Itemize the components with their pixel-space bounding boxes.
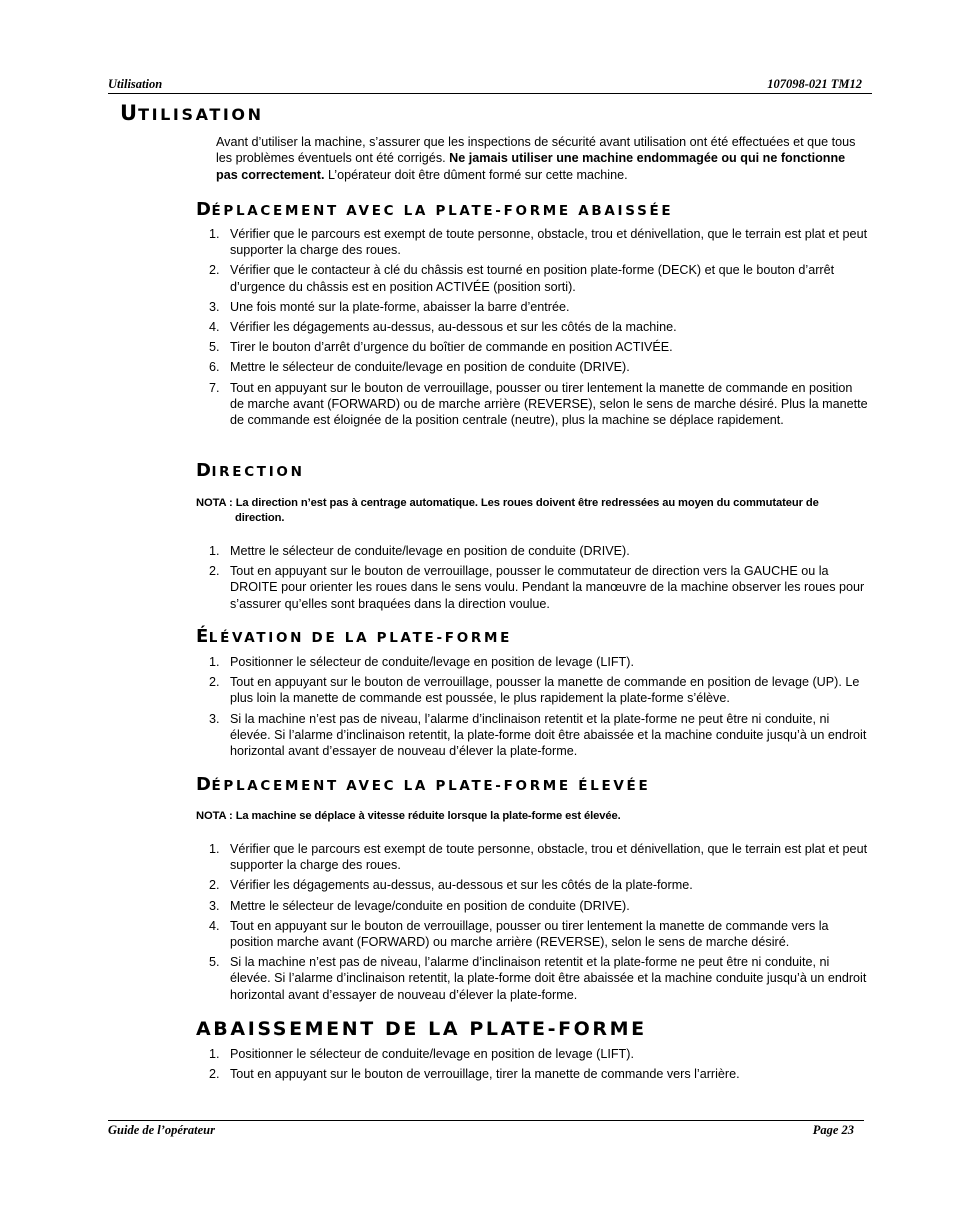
- step-item: [206, 898, 868, 914]
- header-section-name: Utilisation: [108, 77, 163, 91]
- section-heading-initial: D: [196, 460, 212, 481]
- section-heading-initial: É: [196, 626, 209, 647]
- step-text: Tout en appuyant sur le bouton de verrouillage, pousser le commutateur de direction vers la GAUCHE ou la DROITE pour orienter les roues dans le sens voulu. Pendant la manœuvre de la machine observer les roues pour s’assurer qu’elles sont braquées dans la direction voulue.: [230, 564, 865, 611]
- footer-page-number: Page 23: [812, 1123, 854, 1137]
- note-elevated-drive: [196, 809, 868, 824]
- header-document-number: 107098-021 TM12: [767, 77, 862, 91]
- section-heading-lowering: ABAISSEMENT DE LA PLATE-FORME: [196, 1018, 647, 1040]
- step-text: Vérifier que le parcours est exempt de toute personne, obstacle, trou et dénivellation, que le terrain est plat et peut supporter la charge des roues.: [230, 227, 868, 258]
- step-number: 3.: [209, 299, 220, 314]
- step-text: Si la machine n’est pas de niveau, l’alarme d’inclinaison retentit et la plate-forme ne peut être ni conduite, ni élevée. Si l’alarme d’inclinaison retentit, la plate-forme doit être abaissée et la machine conduite jusqu’à un endroit horizontal avant d’essayer de nouveau d’élever la plate-forme.: [230, 955, 867, 1002]
- step-number: 4.: [209, 918, 220, 933]
- step-number: 1.: [209, 227, 220, 241]
- step-number: 5.: [209, 955, 220, 970]
- step-number: 1.: [209, 544, 220, 558]
- step-item: [206, 841, 868, 873]
- step-item: [206, 380, 868, 429]
- page-title: [120, 101, 264, 127]
- step-item: [206, 543, 868, 559]
- step-text: Vérifier les dégagements au-dessus, au-dessous et sur les côtés de la plate-forme.: [230, 878, 693, 893]
- step-number: 1.: [209, 655, 220, 669]
- step-item: [206, 918, 868, 950]
- section-heading-elevated-drive: [196, 774, 650, 797]
- step-number: 3.: [209, 711, 220, 726]
- steps-lowered-drive: [206, 226, 868, 432]
- step-number: 7.: [209, 380, 220, 395]
- step-item: [206, 563, 868, 612]
- step-text: Vérifier les dégagements au-dessus, au-dessous et sur les côtés de la machine.: [230, 320, 677, 335]
- section-heading-steering: [196, 460, 305, 483]
- step-text: Mettre le sélecteur de levage/conduite en position de conduite (DRIVE).: [230, 898, 630, 913]
- step-number: 6.: [209, 360, 220, 375]
- steps-lowering: [206, 1046, 868, 1086]
- step-item: [206, 339, 868, 355]
- steps-lifting: [206, 654, 868, 763]
- section-heading-initial: D: [196, 199, 212, 220]
- note-text-continued: direction.: [235, 512, 285, 524]
- footer-manual-name: Guide de l’opérateur: [108, 1123, 215, 1137]
- step-text: Mettre le sélecteur de conduite/levage en position de conduite (DRIVE).: [230, 360, 630, 375]
- step-number: 2.: [209, 564, 220, 579]
- step-item: [206, 877, 868, 893]
- step-item: [206, 262, 868, 294]
- step-text: Si la machine n’est pas de niveau, l’alarme d’inclinaison retentit et la plate-forme ne peut être ni conduite, ni élevée. Si l’alarme d’inclinaison retentit, la plate-forme doit être abaissée et la machine conduite jusqu’à un endroit horizontal avant d’essayer de nouveau d’élever la plate-forme.: [230, 711, 867, 759]
- section-heading-lifting: [196, 626, 512, 649]
- step-item: [206, 674, 868, 706]
- step-item: [206, 359, 868, 375]
- step-item: [206, 1046, 868, 1062]
- section-heading-rest: ÉPLACEMENT AVEC LA PLATE-FORME ÉLEVÉE: [211, 778, 651, 794]
- step-item: [206, 1066, 868, 1082]
- footer-divider: [108, 1120, 864, 1121]
- step-text: Positionner le sélecteur de conduite/levage en position de levage (LIFT).: [230, 1047, 634, 1061]
- step-number: 2.: [209, 263, 220, 278]
- step-text: Tout en appuyant sur le bouton de verrouillage, pousser ou tirer lentement la manette de commande vers la position marche avant (FORWARD) ou marche arrière (REVERSE), selon le sens de marche désiré.: [230, 918, 829, 950]
- step-item: [206, 299, 868, 315]
- step-number: 1.: [209, 842, 220, 856]
- step-item: [206, 711, 868, 760]
- steps-steering: [206, 543, 868, 616]
- step-item: [206, 319, 868, 335]
- step-item: [206, 226, 868, 258]
- section-heading-rest: ÉPLACEMENT AVEC LA PLATE-FORME ABAISSÉE: [211, 203, 674, 219]
- intro-warning: Ne jamais utiliser une machine endommagée ou qui ne fonctionne pas correctement.: [216, 151, 846, 182]
- section-heading-rest: IRECTION: [211, 464, 305, 480]
- section-heading-initial: D: [196, 774, 212, 795]
- step-item: [206, 954, 868, 1003]
- intro-text-end: L’opérateur doit être dûment formé sur cette machine.: [324, 167, 628, 182]
- note-label: NOTA :: [196, 810, 233, 822]
- note-label: NOTA :: [196, 497, 233, 509]
- page-title-initial: U: [120, 101, 139, 125]
- page-title-rest: TILISATION: [138, 105, 264, 124]
- note-text: La machine se déplace à vitesse réduite lorsque la plate-forme est élevée.: [232, 810, 621, 822]
- step-text: Tout en appuyant sur le bouton de verrouillage, tirer la manette de commande vers l’arrière.: [230, 1067, 740, 1082]
- step-number: 4.: [209, 320, 220, 335]
- step-text: Positionner le sélecteur de conduite/levage en position de levage (LIFT).: [230, 655, 634, 669]
- intro-paragraph: [216, 134, 868, 183]
- step-text: Tirer le bouton d’arrêt d’urgence du boîtier de commande en position ACTIVÉE.: [230, 340, 673, 355]
- section-heading-lowered-drive: [196, 199, 673, 222]
- step-text: Vérifier que le parcours est exempt de toute personne, obstacle, trou et dénivellation, que le terrain est plat et peut supporter la charge des roues.: [230, 842, 868, 873]
- intro-text-start: Avant d’utiliser la machine, s’assurer que les inspections de sécurité avant utilisation ont été effectuées et que tous les problèmes éventuels ont été corrigés.: [216, 135, 856, 166]
- step-text: Mettre le sélecteur de conduite/levage en position de conduite (DRIVE).: [230, 544, 630, 558]
- header-divider: [108, 93, 872, 94]
- section-heading-rest: LÉVATION DE LA PLATE-FORME: [208, 630, 513, 646]
- step-number: 2.: [209, 675, 220, 690]
- step-text: Une fois monté sur la plate-forme, abaisser la barre d’entrée.: [230, 299, 570, 314]
- step-text: Tout en appuyant sur le bouton de verrouillage, pousser ou tirer lentement la manette de commande en position de marche avant (FORWARD) ou de marche arrière (REVERSE), selon le sens de marche désiré. Plus la manette de commande est éloignée de la position centrale (neutre), plus la machine se déplace rapidement.: [230, 380, 868, 428]
- step-number: 2.: [209, 1067, 220, 1082]
- step-number: 1.: [209, 1047, 220, 1061]
- step-item: [206, 654, 868, 670]
- note-steering: [196, 496, 868, 526]
- step-text: Tout en appuyant sur le bouton de verrouillage, pousser la manette de commande en position de levage (UP). Le plus loin la manette de commande est poussée, le plus rapidement la plate-forme s’élève.: [230, 675, 860, 706]
- steps-elevated-drive: [206, 841, 868, 1007]
- step-number: 2.: [209, 878, 220, 893]
- note-text: La direction n’est pas à centrage automatique. Les roues doivent être redressées au moyen du commutateur de: [232, 497, 819, 509]
- step-number: 5.: [209, 340, 220, 355]
- step-number: 3.: [209, 898, 220, 913]
- step-text: Vérifier que le contacteur à clé du châssis est tourné en position plate-forme (DECK) et que le bouton d’arrêt d’urgence du châssis est en position ACTIVÉE (position sorti).: [230, 263, 835, 294]
